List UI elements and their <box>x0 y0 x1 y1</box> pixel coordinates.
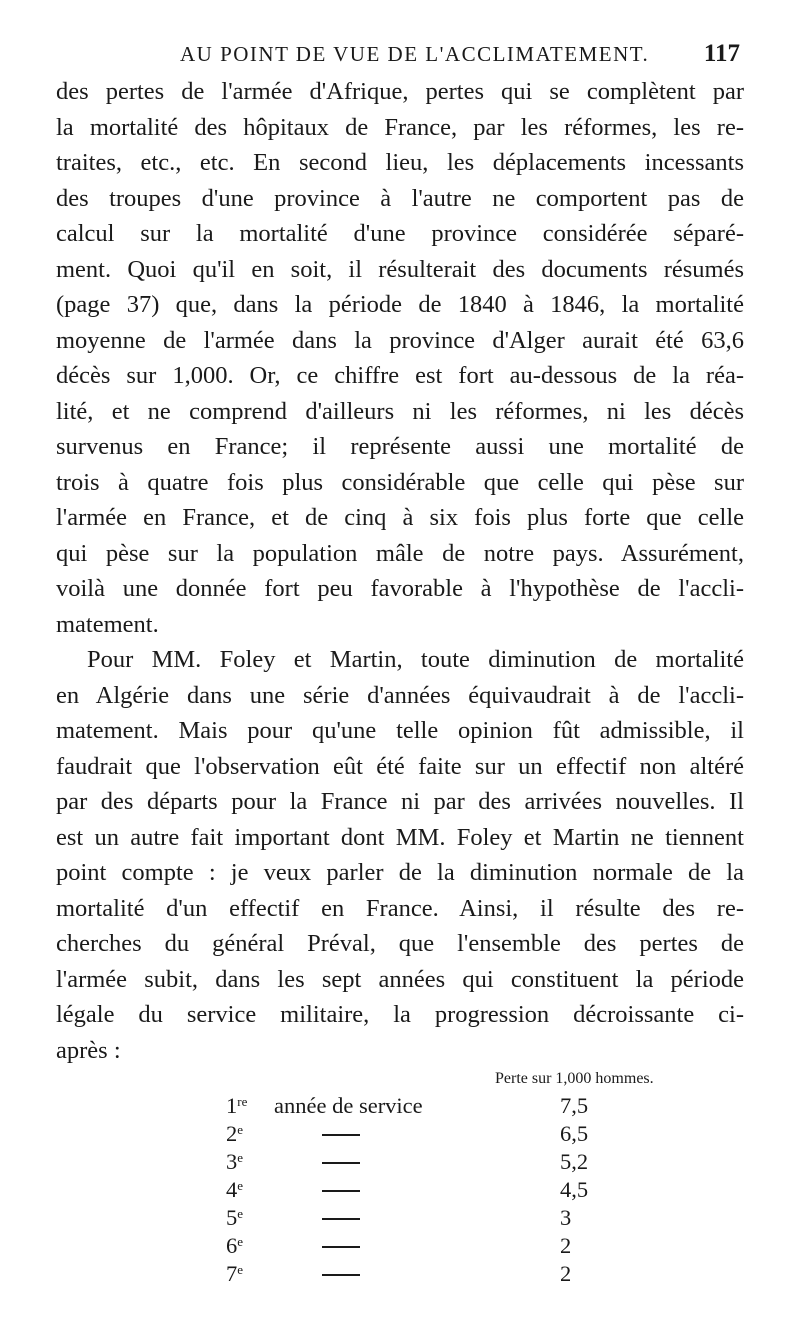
text-line: légale du service militaire, la progression décroissante ci- <box>56 1001 744 1028</box>
year-ordinal: 5e <box>226 1205 244 1230</box>
ditto-dash <box>322 1274 360 1276</box>
loss-value: 4,5 <box>560 1177 589 1202</box>
table-caption: Perte sur 1,000 hommes. <box>495 1070 654 1087</box>
text-line: voilà une donnée fort peu favorable à l'hypothèse de l'accli- <box>56 575 744 602</box>
body-text <box>56 74 744 1068</box>
loss-value: 7,5 <box>560 1093 589 1118</box>
text-line: point compte : je veux parler de la diminution normale de la <box>56 859 744 886</box>
ditto-dash <box>322 1246 360 1248</box>
text-line: faudrait que l'observation eût été faite sur un effectif non altéré <box>56 752 744 780</box>
text-line: Pour MM. Foley et Martin, toute diminution de mortalité <box>87 646 744 673</box>
year-ordinal: 4e <box>226 1177 244 1202</box>
running-title: AU POINT DE VUE DE L'ACCLIMATEMENT. <box>180 42 650 66</box>
text-line: (page 37) que, dans la période de 1840 à 1846, la mortalité <box>56 291 744 318</box>
ditto-dash <box>322 1218 360 1220</box>
text-line: ment. Quoi qu'il en soit, il résulterait des documents résumés <box>56 255 744 283</box>
table-row <box>226 1149 606 1177</box>
ditto-dash <box>322 1134 360 1136</box>
running-head <box>180 42 740 74</box>
text-line: traites, etc., etc. En second lieu, les déplacements incessants <box>56 149 744 176</box>
loss-value: 2 <box>560 1261 572 1286</box>
text-line: la mortalité des hôpitaux de France, par les réformes, les re- <box>56 113 744 141</box>
text-line: décès sur 1,000. Or, ce chiffre est fort au-dessous de la réa- <box>56 362 744 389</box>
text-line: calcul sur la mortalité d'une province considérée séparé- <box>56 220 744 247</box>
text-line: survenus en France; il représente aussi une mortalité de <box>56 433 744 460</box>
text-line: trois à quatre fois plus considérable que celle qui pèse sur <box>56 468 744 496</box>
page-number: 117 <box>703 40 740 67</box>
text-line: en Algérie dans une série d'années équivaudrait à de l'accli- <box>56 681 744 709</box>
ditto-dash <box>322 1162 360 1164</box>
text-line: lité, et ne comprend d'ailleurs ni les réformes, ni les décès <box>56 397 744 425</box>
text-line: l'armée subit, dans les sept années qui constituent la période <box>56 965 744 993</box>
text-line: moyenne de l'armée dans la province d'Alger aurait été 63,6 <box>56 326 744 354</box>
year-ordinal: 6e <box>226 1233 244 1258</box>
text-line: qui pèse sur la population mâle de notre pays. Assurément, <box>56 539 744 567</box>
table-row <box>226 1233 606 1261</box>
year-label: année de service <box>274 1093 423 1118</box>
loss-value: 2 <box>560 1233 572 1258</box>
text-line: l'armée en France, et de cinq à six fois plus forte que celle <box>56 504 744 531</box>
text-line: après : <box>56 1036 121 1064</box>
loss-value: 3 <box>560 1205 572 1230</box>
table-row <box>226 1177 606 1205</box>
loss-value: 5,2 <box>560 1149 589 1174</box>
text-line: est un autre fait important dont MM. Foley et Martin ne tiennent <box>56 823 744 851</box>
table-row <box>226 1121 606 1149</box>
paragraph-1 <box>56 74 744 642</box>
text-line: matement. <box>56 610 159 638</box>
year-ordinal: 3e <box>226 1149 244 1174</box>
year-ordinal: 2e <box>226 1121 244 1146</box>
mortality-table <box>226 1093 606 1289</box>
year-ordinal: 1re <box>226 1093 248 1118</box>
text-line: des troupes d'une province à l'autre ne comportent pas de <box>56 184 744 212</box>
loss-value: 6,5 <box>560 1121 589 1146</box>
paragraph-2 <box>56 642 744 1068</box>
text-line: matement. Mais pour qu'une telle opinion fût admissible, il <box>56 717 744 744</box>
table-row <box>226 1093 606 1121</box>
text-line: des pertes de l'armée d'Afrique, pertes qui se complètent par <box>56 78 744 105</box>
text-line: par des départs pour la France ni par des arrivées nouvelles. Il <box>56 788 744 815</box>
table-row <box>226 1205 606 1233</box>
text-line: mortalité d'un effectif en France. Ainsi, il résulte des re- <box>56 894 744 922</box>
text-line: cherches du général Préval, que l'ensemble des pertes de <box>56 930 744 957</box>
year-ordinal: 7e <box>226 1261 244 1286</box>
table-row <box>226 1261 606 1289</box>
ditto-dash <box>322 1190 360 1192</box>
